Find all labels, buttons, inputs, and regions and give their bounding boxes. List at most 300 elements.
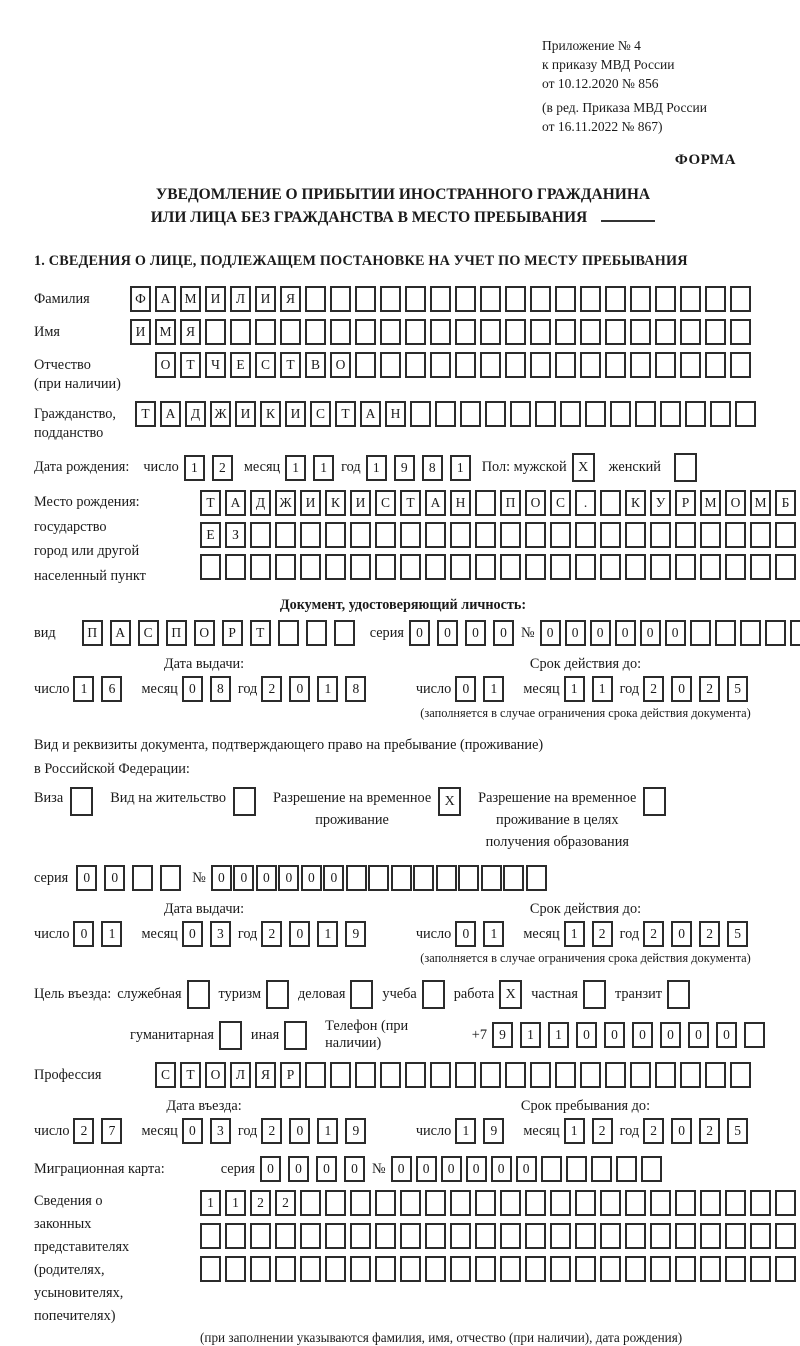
char-cell[interactable]: [375, 554, 396, 580]
char-cell[interactable]: 0: [671, 676, 692, 702]
char-cell[interactable]: [775, 522, 796, 548]
char-cell[interactable]: [555, 1062, 576, 1088]
char-cell[interactable]: Ч: [205, 352, 226, 378]
char-cell[interactable]: [455, 1062, 476, 1088]
char-cell[interactable]: [400, 522, 421, 548]
char-cell[interactable]: 0: [256, 865, 277, 891]
char-cell[interactable]: 3: [210, 1118, 231, 1144]
char-cell[interactable]: [700, 1223, 721, 1249]
char-cell[interactable]: 2: [212, 455, 233, 481]
char-cell[interactable]: [350, 1223, 371, 1249]
char-cell[interactable]: [525, 1256, 546, 1282]
char-cell[interactable]: [425, 522, 446, 548]
char-cell[interactable]: 0: [493, 620, 514, 646]
char-cell[interactable]: [355, 352, 376, 378]
char-cell[interactable]: 0: [182, 1118, 203, 1144]
char-cell[interactable]: 0: [76, 865, 97, 891]
char-cell[interactable]: Ж: [210, 401, 231, 427]
char-cell[interactable]: 0: [182, 921, 203, 947]
visa-checkbox[interactable]: [70, 787, 93, 816]
char-cell[interactable]: [510, 401, 531, 427]
char-cell[interactable]: В: [305, 352, 326, 378]
char-cell[interactable]: [475, 522, 496, 548]
char-cell[interactable]: 1: [483, 676, 504, 702]
char-cell[interactable]: [650, 522, 671, 548]
char-cell[interactable]: [425, 1190, 446, 1216]
char-cell[interactable]: [655, 1062, 676, 1088]
char-cell[interactable]: [505, 352, 526, 378]
char-cell[interactable]: 1: [548, 1022, 569, 1048]
char-cell[interactable]: [575, 554, 596, 580]
char-cell[interactable]: [505, 319, 526, 345]
char-cell[interactable]: [325, 1223, 346, 1249]
char-cell[interactable]: 0: [576, 1022, 597, 1048]
char-cell[interactable]: 2: [73, 1118, 94, 1144]
char-cell[interactable]: 0: [632, 1022, 653, 1048]
char-cell[interactable]: [555, 352, 576, 378]
char-cell[interactable]: [530, 319, 551, 345]
char-cell[interactable]: 7: [101, 1118, 122, 1144]
char-cell[interactable]: [600, 490, 621, 516]
char-cell[interactable]: [525, 1223, 546, 1249]
char-cell[interactable]: [700, 1256, 721, 1282]
char-cell[interactable]: [250, 1256, 271, 1282]
char-cell[interactable]: [575, 1190, 596, 1216]
char-cell[interactable]: [725, 1223, 746, 1249]
purpose-humanitarian-checkbox[interactable]: [219, 1021, 242, 1050]
char-cell[interactable]: [580, 286, 601, 312]
char-cell[interactable]: 0: [671, 921, 692, 947]
char-cell[interactable]: 0: [465, 620, 486, 646]
char-cell[interactable]: [275, 522, 296, 548]
char-cell[interactable]: 9: [345, 1118, 366, 1144]
char-cell[interactable]: 1: [483, 921, 504, 947]
char-cell[interactable]: [405, 319, 426, 345]
char-cell[interactable]: [435, 401, 456, 427]
char-cell[interactable]: С: [155, 1062, 176, 1088]
char-cell[interactable]: [330, 319, 351, 345]
char-cell[interactable]: [475, 490, 496, 516]
char-cell[interactable]: К: [260, 401, 281, 427]
char-cell[interactable]: [500, 554, 521, 580]
char-cell[interactable]: [650, 554, 671, 580]
char-cell[interactable]: Б: [775, 490, 796, 516]
char-cell[interactable]: С: [375, 490, 396, 516]
char-cell[interactable]: [650, 1223, 671, 1249]
char-cell[interactable]: 8: [345, 676, 366, 702]
char-cell[interactable]: З: [225, 522, 246, 548]
char-cell[interactable]: [575, 1223, 596, 1249]
char-cell[interactable]: [775, 1256, 796, 1282]
char-cell[interactable]: О: [725, 490, 746, 516]
char-cell[interactable]: Ф: [130, 286, 151, 312]
char-cell[interactable]: [503, 865, 524, 891]
char-cell[interactable]: [475, 1223, 496, 1249]
char-cell[interactable]: 0: [516, 1156, 537, 1182]
char-cell[interactable]: 0: [416, 1156, 437, 1182]
char-cell[interactable]: [655, 286, 676, 312]
char-cell[interactable]: [680, 319, 701, 345]
char-cell[interactable]: [730, 1062, 751, 1088]
char-cell[interactable]: [205, 319, 226, 345]
char-cell[interactable]: 1: [317, 921, 338, 947]
char-cell[interactable]: [500, 1223, 521, 1249]
char-cell[interactable]: [455, 286, 476, 312]
char-cell[interactable]: П: [82, 620, 103, 646]
char-cell[interactable]: [460, 401, 481, 427]
char-cell[interactable]: [255, 319, 276, 345]
char-cell[interactable]: [735, 401, 756, 427]
char-cell[interactable]: П: [500, 490, 521, 516]
char-cell[interactable]: [481, 865, 502, 891]
char-cell[interactable]: [655, 319, 676, 345]
char-cell[interactable]: Ж: [275, 490, 296, 516]
char-cell[interactable]: [480, 319, 501, 345]
char-cell[interactable]: 2: [261, 1118, 282, 1144]
char-cell[interactable]: 8: [422, 455, 443, 481]
char-cell[interactable]: [305, 319, 326, 345]
char-cell[interactable]: И: [130, 319, 151, 345]
char-cell[interactable]: 2: [699, 676, 720, 702]
char-cell[interactable]: [400, 554, 421, 580]
char-cell[interactable]: [680, 352, 701, 378]
char-cell[interactable]: [555, 286, 576, 312]
char-cell[interactable]: [630, 286, 651, 312]
char-cell[interactable]: [500, 1190, 521, 1216]
purpose-work-checkbox[interactable]: X: [499, 980, 522, 1009]
char-cell[interactable]: [505, 286, 526, 312]
char-cell[interactable]: 0: [288, 1156, 309, 1182]
char-cell[interactable]: [630, 352, 651, 378]
char-cell[interactable]: Т: [335, 401, 356, 427]
char-cell[interactable]: А: [110, 620, 131, 646]
char-cell[interactable]: 9: [345, 921, 366, 947]
char-cell[interactable]: [775, 1223, 796, 1249]
char-cell[interactable]: 0: [660, 1022, 681, 1048]
char-cell[interactable]: [630, 1062, 651, 1088]
char-cell[interactable]: [560, 401, 581, 427]
char-cell[interactable]: [525, 554, 546, 580]
char-cell[interactable]: [625, 1223, 646, 1249]
char-cell[interactable]: И: [235, 401, 256, 427]
char-cell[interactable]: [566, 1156, 587, 1182]
char-cell[interactable]: 0: [540, 620, 561, 646]
char-cell[interactable]: [660, 401, 681, 427]
char-cell[interactable]: [750, 1256, 771, 1282]
sex-male-checkbox[interactable]: X: [572, 453, 595, 482]
char-cell[interactable]: 0: [466, 1156, 487, 1182]
char-cell[interactable]: И: [285, 401, 306, 427]
char-cell[interactable]: 2: [699, 921, 720, 947]
char-cell[interactable]: О: [205, 1062, 226, 1088]
char-cell[interactable]: Л: [230, 286, 251, 312]
char-cell[interactable]: Р: [222, 620, 243, 646]
char-cell[interactable]: Н: [450, 490, 471, 516]
char-cell[interactable]: 3: [210, 921, 231, 947]
char-cell[interactable]: 2: [275, 1190, 296, 1216]
char-cell[interactable]: [535, 401, 556, 427]
char-cell[interactable]: [380, 1062, 401, 1088]
char-cell[interactable]: 0: [289, 921, 310, 947]
char-cell[interactable]: К: [325, 490, 346, 516]
char-cell[interactable]: [160, 865, 181, 891]
char-cell[interactable]: [550, 522, 571, 548]
char-cell[interactable]: Т: [180, 1062, 201, 1088]
char-cell[interactable]: [775, 554, 796, 580]
char-cell[interactable]: [410, 401, 431, 427]
char-cell[interactable]: [505, 1062, 526, 1088]
char-cell[interactable]: [200, 1256, 221, 1282]
char-cell[interactable]: 1: [564, 921, 585, 947]
char-cell[interactable]: С: [138, 620, 159, 646]
char-cell[interactable]: [580, 352, 601, 378]
char-cell[interactable]: 1: [285, 455, 306, 481]
char-cell[interactable]: [775, 1190, 796, 1216]
char-cell[interactable]: [675, 1256, 696, 1282]
char-cell[interactable]: [306, 620, 327, 646]
char-cell[interactable]: [450, 1256, 471, 1282]
char-cell[interactable]: [550, 1190, 571, 1216]
char-cell[interactable]: [436, 865, 457, 891]
char-cell[interactable]: [480, 286, 501, 312]
sex-female-checkbox[interactable]: [674, 453, 697, 482]
char-cell[interactable]: [715, 620, 736, 646]
char-cell[interactable]: 2: [643, 1118, 664, 1144]
char-cell[interactable]: [526, 865, 547, 891]
char-cell[interactable]: [550, 554, 571, 580]
char-cell[interactable]: [305, 286, 326, 312]
char-cell[interactable]: [325, 522, 346, 548]
char-cell[interactable]: [391, 865, 412, 891]
char-cell[interactable]: [300, 1190, 321, 1216]
char-cell[interactable]: [405, 352, 426, 378]
char-cell[interactable]: [350, 522, 371, 548]
char-cell[interactable]: [625, 1190, 646, 1216]
char-cell[interactable]: Я: [280, 286, 301, 312]
char-cell[interactable]: М: [700, 490, 721, 516]
char-cell[interactable]: Е: [200, 522, 221, 548]
char-cell[interactable]: О: [194, 620, 215, 646]
char-cell[interactable]: [480, 1062, 501, 1088]
char-cell[interactable]: 1: [225, 1190, 246, 1216]
char-cell[interactable]: Л: [230, 1062, 251, 1088]
char-cell[interactable]: [368, 865, 389, 891]
char-cell[interactable]: 0: [344, 1156, 365, 1182]
char-cell[interactable]: 0: [615, 620, 636, 646]
char-cell[interactable]: [300, 1256, 321, 1282]
char-cell[interactable]: С: [310, 401, 331, 427]
char-cell[interactable]: Я: [255, 1062, 276, 1088]
char-cell[interactable]: О: [525, 490, 546, 516]
char-cell[interactable]: 0: [716, 1022, 737, 1048]
char-cell[interactable]: [275, 1223, 296, 1249]
char-cell[interactable]: [725, 1256, 746, 1282]
char-cell[interactable]: 5: [727, 676, 748, 702]
char-cell[interactable]: [541, 1156, 562, 1182]
char-cell[interactable]: [430, 1062, 451, 1088]
char-cell[interactable]: [725, 522, 746, 548]
char-cell[interactable]: [375, 1256, 396, 1282]
char-cell[interactable]: И: [300, 490, 321, 516]
char-cell[interactable]: [225, 554, 246, 580]
purpose-official-checkbox[interactable]: [187, 980, 210, 1009]
char-cell[interactable]: 1: [450, 455, 471, 481]
char-cell[interactable]: К: [625, 490, 646, 516]
char-cell[interactable]: 2: [261, 676, 282, 702]
char-cell[interactable]: [630, 319, 651, 345]
char-cell[interactable]: [355, 1062, 376, 1088]
char-cell[interactable]: [280, 319, 301, 345]
char-cell[interactable]: 0: [391, 1156, 412, 1182]
char-cell[interactable]: [325, 1256, 346, 1282]
char-cell[interactable]: Т: [135, 401, 156, 427]
char-cell[interactable]: 1: [564, 1118, 585, 1144]
char-cell[interactable]: [610, 401, 631, 427]
char-cell[interactable]: [350, 554, 371, 580]
char-cell[interactable]: [350, 1190, 371, 1216]
char-cell[interactable]: М: [750, 490, 771, 516]
char-cell[interactable]: [330, 286, 351, 312]
char-cell[interactable]: [425, 1223, 446, 1249]
residence-permit-checkbox[interactable]: [233, 787, 256, 816]
char-cell[interactable]: 0: [441, 1156, 462, 1182]
char-cell[interactable]: [616, 1156, 637, 1182]
char-cell[interactable]: 1: [317, 676, 338, 702]
char-cell[interactable]: [550, 1256, 571, 1282]
char-cell[interactable]: [625, 554, 646, 580]
char-cell[interactable]: [450, 1223, 471, 1249]
char-cell[interactable]: [425, 554, 446, 580]
char-cell[interactable]: [600, 1190, 621, 1216]
char-cell[interactable]: О: [155, 352, 176, 378]
char-cell[interactable]: [744, 1022, 765, 1048]
char-cell[interactable]: 2: [643, 676, 664, 702]
char-cell[interactable]: 1: [455, 1118, 476, 1144]
char-cell[interactable]: [600, 1223, 621, 1249]
char-cell[interactable]: [380, 319, 401, 345]
char-cell[interactable]: И: [255, 286, 276, 312]
char-cell[interactable]: 1: [520, 1022, 541, 1048]
char-cell[interactable]: М: [180, 286, 201, 312]
char-cell[interactable]: [790, 620, 800, 646]
char-cell[interactable]: [525, 522, 546, 548]
char-cell[interactable]: Т: [250, 620, 271, 646]
char-cell[interactable]: 0: [688, 1022, 709, 1048]
char-cell[interactable]: О: [330, 352, 351, 378]
char-cell[interactable]: А: [160, 401, 181, 427]
char-cell[interactable]: 9: [492, 1022, 513, 1048]
char-cell[interactable]: [405, 286, 426, 312]
char-cell[interactable]: [650, 1190, 671, 1216]
char-cell[interactable]: [675, 522, 696, 548]
char-cell[interactable]: [300, 522, 321, 548]
char-cell[interactable]: Р: [280, 1062, 301, 1088]
char-cell[interactable]: 1: [317, 1118, 338, 1144]
char-cell[interactable]: М: [155, 319, 176, 345]
char-cell[interactable]: [225, 1223, 246, 1249]
char-cell[interactable]: [455, 352, 476, 378]
char-cell[interactable]: [230, 319, 251, 345]
char-cell[interactable]: [700, 522, 721, 548]
char-cell[interactable]: 0: [604, 1022, 625, 1048]
char-cell[interactable]: [425, 1256, 446, 1282]
char-cell[interactable]: [750, 522, 771, 548]
char-cell[interactable]: С: [550, 490, 571, 516]
char-cell[interactable]: [330, 1062, 351, 1088]
char-cell[interactable]: [305, 1062, 326, 1088]
char-cell[interactable]: 0: [491, 1156, 512, 1182]
char-cell[interactable]: [705, 352, 726, 378]
char-cell[interactable]: 0: [182, 676, 203, 702]
char-cell[interactable]: [690, 620, 711, 646]
char-cell[interactable]: [413, 865, 434, 891]
char-cell[interactable]: [635, 401, 656, 427]
char-cell[interactable]: [500, 522, 521, 548]
char-cell[interactable]: [334, 620, 355, 646]
char-cell[interactable]: [675, 1223, 696, 1249]
char-cell[interactable]: Е: [230, 352, 251, 378]
char-cell[interactable]: [475, 1256, 496, 1282]
char-cell[interactable]: 1: [73, 676, 94, 702]
char-cell[interactable]: 0: [289, 1118, 310, 1144]
char-cell[interactable]: 2: [699, 1118, 720, 1144]
char-cell[interactable]: [430, 319, 451, 345]
char-cell[interactable]: 1: [592, 676, 613, 702]
char-cell[interactable]: 1: [101, 921, 122, 947]
char-cell[interactable]: [458, 865, 479, 891]
char-cell[interactable]: [700, 554, 721, 580]
char-cell[interactable]: [750, 1190, 771, 1216]
char-cell[interactable]: 1: [564, 676, 585, 702]
char-cell[interactable]: [375, 1223, 396, 1249]
char-cell[interactable]: [575, 1256, 596, 1282]
char-cell[interactable]: [550, 1223, 571, 1249]
char-cell[interactable]: [705, 1062, 726, 1088]
char-cell[interactable]: [685, 401, 706, 427]
char-cell[interactable]: [530, 286, 551, 312]
char-cell[interactable]: Т: [400, 490, 421, 516]
char-cell[interactable]: [430, 286, 451, 312]
char-cell[interactable]: [605, 319, 626, 345]
char-cell[interactable]: 2: [592, 1118, 613, 1144]
char-cell[interactable]: [575, 522, 596, 548]
char-cell[interactable]: [730, 319, 751, 345]
purpose-other-checkbox[interactable]: [284, 1021, 307, 1050]
char-cell[interactable]: [710, 401, 731, 427]
char-cell[interactable]: 0: [665, 620, 686, 646]
char-cell[interactable]: 0: [316, 1156, 337, 1182]
purpose-transit-checkbox[interactable]: [667, 980, 690, 1009]
char-cell[interactable]: 0: [278, 865, 299, 891]
char-cell[interactable]: 0: [73, 921, 94, 947]
char-cell[interactable]: 0: [260, 1156, 281, 1182]
char-cell[interactable]: [725, 1190, 746, 1216]
char-cell[interactable]: [705, 319, 726, 345]
char-cell[interactable]: [355, 286, 376, 312]
char-cell[interactable]: 1: [313, 455, 334, 481]
char-cell[interactable]: 0: [233, 865, 254, 891]
char-cell[interactable]: [675, 554, 696, 580]
char-cell[interactable]: [750, 554, 771, 580]
char-cell[interactable]: [650, 1256, 671, 1282]
char-cell[interactable]: [740, 620, 761, 646]
char-cell[interactable]: А: [155, 286, 176, 312]
char-cell[interactable]: Я: [180, 319, 201, 345]
char-cell[interactable]: [600, 522, 621, 548]
char-cell[interactable]: [725, 554, 746, 580]
char-cell[interactable]: [680, 286, 701, 312]
char-cell[interactable]: [375, 522, 396, 548]
